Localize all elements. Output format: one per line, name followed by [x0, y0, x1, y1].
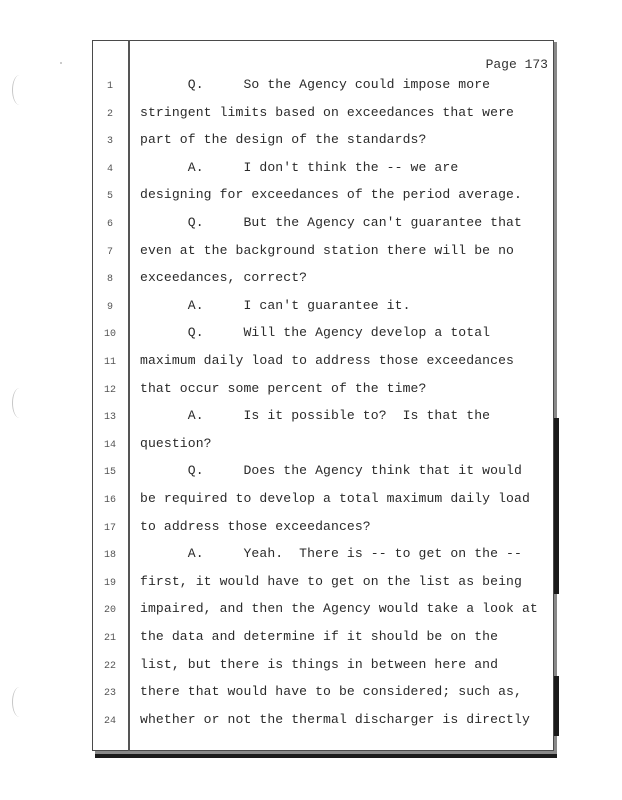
- transcript-line: [100, 353, 552, 373]
- line-text: A. I don't think the -- we are: [140, 159, 459, 175]
- transcript-line: [100, 657, 552, 677]
- line-text: part of the design of the standards?: [140, 132, 427, 148]
- line-text: Q. So the Agency could impose more: [140, 77, 491, 92]
- line-number: 22: [103, 660, 116, 672]
- transcript-line: [100, 215, 552, 235]
- line-number: 21: [103, 633, 116, 644]
- page-shadow-right: [554, 42, 557, 751]
- right-edge-mark: [554, 418, 559, 594]
- line-text: stringent limits based on exceedances that were: [140, 104, 515, 120]
- line-text: A. Is it possible to? Is that the: [140, 408, 491, 424]
- line-number: 1: [106, 81, 113, 92]
- binder-hole-top: [12, 75, 27, 105]
- line-text: even at the background station there will be no: [140, 242, 515, 258]
- line-text: to address those exceedances?: [140, 518, 371, 534]
- transcript-line: [100, 463, 552, 483]
- line-text: first, it would have to get on the list as being: [140, 573, 522, 589]
- line-number: 18: [103, 550, 116, 562]
- transcript-line: [100, 436, 552, 456]
- transcript-line: [100, 684, 552, 704]
- line-number: 12: [103, 384, 116, 396]
- line-number: 14: [103, 439, 116, 451]
- transcript-line: [100, 712, 552, 732]
- line-number: 20: [103, 605, 116, 617]
- binder-hole-bottom: [12, 687, 27, 717]
- line-text: whether or not the thermal discharger is directly: [140, 711, 530, 727]
- line-number: 6: [106, 219, 113, 230]
- transcript-line: [100, 132, 552, 152]
- line-text: exceedances, correct?: [140, 270, 308, 286]
- transcript-line: [100, 243, 552, 263]
- line-number: 3: [106, 136, 113, 148]
- line-number: 8: [106, 274, 113, 286]
- transcript-line: [100, 298, 552, 318]
- line-number: 2: [106, 108, 113, 120]
- transcript-line: [100, 381, 552, 401]
- line-text: question?: [140, 435, 212, 451]
- scan-speck: [60, 62, 62, 64]
- right-edge-mark: [554, 676, 559, 736]
- transcript-line: [100, 601, 552, 621]
- line-number: 10: [103, 329, 116, 341]
- line-text: Q. Does the Agency think that it would: [140, 463, 522, 479]
- transcript-line: [100, 270, 552, 290]
- line-text: the data and determine if it should be on the: [140, 629, 499, 644]
- line-number: 23: [103, 688, 116, 700]
- line-text: be required to develop a total maximum daily load: [140, 491, 530, 506]
- transcript-line: [100, 77, 552, 97]
- line-text: Q. Will the Agency develop a total: [140, 325, 491, 341]
- line-text: impaired, and then the Agency would take a look at: [140, 601, 538, 617]
- transcript-line: [100, 491, 552, 511]
- line-text: there that would have to be considered; such as,: [140, 684, 522, 700]
- line-number: 15: [103, 467, 116, 479]
- transcript-line: [100, 325, 552, 345]
- page-number: Page 173: [485, 57, 548, 72]
- transcript-line: [100, 519, 552, 539]
- line-number: 9: [106, 301, 113, 313]
- line-text: designing for exceedances of the period average.: [140, 187, 522, 203]
- line-number: 19: [103, 577, 116, 589]
- binder-hole-middle: [12, 388, 27, 418]
- transcript-line: [100, 574, 552, 594]
- line-number: 11: [103, 357, 116, 368]
- line-number: 7: [106, 246, 113, 258]
- line-number: 4: [106, 163, 113, 175]
- transcript-line: [100, 629, 552, 649]
- line-text: list, but there is things in between here and: [140, 656, 499, 672]
- line-text: Q. But the Agency can't guarantee that: [140, 215, 522, 230]
- line-number: 16: [103, 495, 116, 506]
- transcript-line: [100, 105, 552, 125]
- line-number: 17: [103, 522, 116, 534]
- line-text: maximum daily load to address those exceedances: [140, 353, 515, 368]
- line-text: A. Yeah. There is -- to get on the --: [140, 546, 522, 562]
- transcript-line: [100, 160, 552, 180]
- line-number: 24: [103, 715, 116, 727]
- line-text: that occur some percent of the time?: [140, 380, 427, 396]
- transcript-line: [100, 187, 552, 207]
- transcript-line: [100, 408, 552, 428]
- page-bottom-bar: [95, 754, 557, 758]
- transcript-line: [100, 546, 552, 566]
- line-number: 5: [106, 191, 113, 203]
- line-number: 13: [103, 412, 116, 424]
- line-text: A. I can't guarantee it.: [140, 297, 411, 313]
